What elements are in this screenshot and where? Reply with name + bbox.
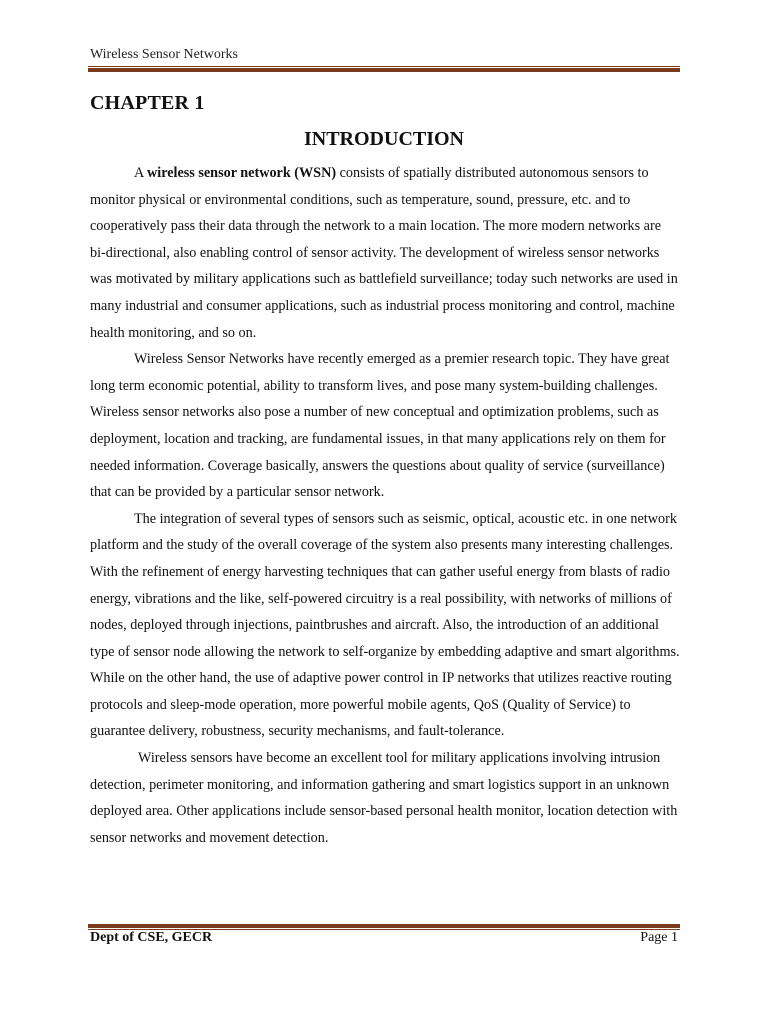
paragraph-3: The integration of several types of sensors such as seismic, optical, acoustic etc. in one network platform and the study of the overall coverage of the system also presents many interesting challenges. With the refinement of energy harvesting techniques that can gather useful energy from blasts of radio energy, vibrations and the like, self-powered circuitry is a real possibility, with networks of millions of nodes, deployed through injections, paintbrushes and aircraft. Also, the introduction of an additional type of sensor node allowing the network to self-organize by embedding adaptive and smart algorithms. While on the other hand, the use of adaptive power control in IP networks that utilizes reactive routing protocols and sleep-mode operation, more powerful mobile agents, QoS (Quality of Service) to guarantee delivery, robustness, security mechanisms, and fault-tolerance. xyxy=(90,510,680,740)
header-rule-thick xyxy=(88,68,680,72)
footer-rule-thick xyxy=(88,924,680,928)
page-number: Page 1 xyxy=(640,930,678,945)
paragraph-1-lead: A xyxy=(134,165,148,181)
paragraph-2: Wireless Sensor Networks have recently emerged as a premier research topic. They have great long term economic potential, ability to transform lives, and pose many system-building challenges. Wireless sensor networks also pose a number of new conceptual and optimization problems, such as deployment, location and tracking, are fundamental issues, in that many applications rely on them for needed information. Coverage basically, answers the questions about quality of service (surveillance) that can be provided by a particular sensor network. xyxy=(90,351,670,501)
header-rule-thin xyxy=(88,66,680,67)
paragraph-1-rest: consists of spatially distributed autonomous sensors to monitor physical or environmental conditions, such as temperature, sound, pressure, etc. and to cooperatively pass their data through the network to a main location. The more modern networks are bi-directional, also enabling control of sensor activity. The development of wireless sensor networks was motivated by military applications such as battlefield surveillance; today such networks are used in many industrial and consumer applications, such as industrial process monitoring and control, machine health monitoring, and so on. xyxy=(90,165,678,341)
paragraph-1 xyxy=(90,160,680,346)
header-rule xyxy=(88,66,680,72)
footer-department: Dept of CSE, GECR xyxy=(90,930,213,945)
chapter-label: CHAPTER 1 xyxy=(90,92,205,114)
wsn-term: wireless sensor network (WSN) xyxy=(147,165,337,181)
body-text xyxy=(90,160,680,851)
paragraph-4: Wireless sensors have become an excellent tool for military applications involving intrusion detection, perimeter monitoring, and information gathering and smart logistics support in an unknown deployed area. Other applications include sensor-based personal health monitor, location detection with sensor networks and movement detection. xyxy=(90,750,678,846)
running-header: Wireless Sensor Networks xyxy=(90,47,238,62)
chapter-title: INTRODUCTION xyxy=(303,128,465,150)
